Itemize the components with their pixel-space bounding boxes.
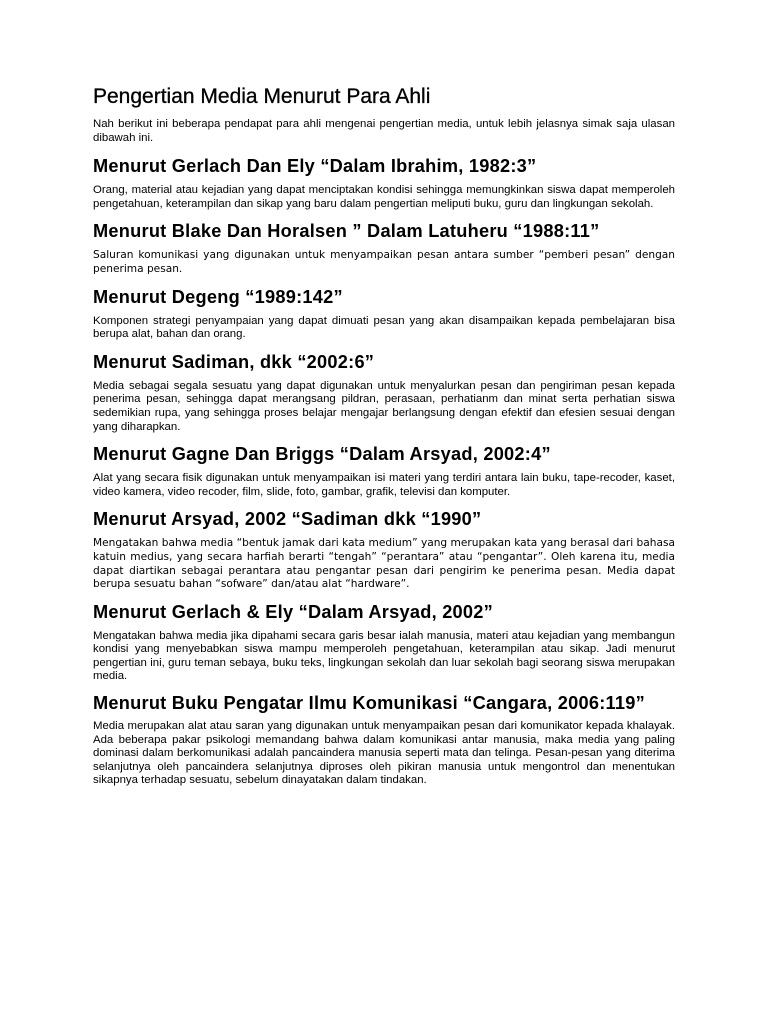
section-heading: Menurut Gerlach Dan Ely “Dalam Ibrahim, 1982:3” [93,156,537,177]
section-heading: Menurut Gerlach & Ely “Dalam Arsyad, 2002” [93,601,493,622]
intro-paragraph: Nah berikut ini beberapa pendapat para ahli mengenai pengertian media, untuk lebih jelasnya simak saja ulasan dibawah ini. [93,118,675,144]
section-body: Media sebagai segala sesuatu yang dapat digunakan untuk menyalurkan pesan dan pengiriman pesan kepada penerima pesan, sehingga dapat merangsang pildran, perasaan, perhatianm dan minat serta perhatian siswa sedemikian rupa, yang sehingga proses belajar mengajar berlangsung dengan efektif dan efesien sesuai dengan yang diharapkan. [93,379,675,433]
section-heading: Menurut Blake Dan Horalsen ” Dalam Latuheru “1988:11” [93,221,600,242]
section-heading: Menurut Degeng “1989:142” [93,286,343,307]
section-gerlach-ely-arsyad [93,601,675,684]
section-degeng [93,286,675,342]
section-body: Orang, material atau kejadian yang dapat menciptakan kondisi sehingga memungkinkan siswa dapat memperoleh pengetahuan, keterampilan dan sikap yang baru dalam pengertian meliputi buku, guru dan lingkungan sekolah. [93,184,675,210]
section-body: Media merupakan alat atau saran yang digunakan untuk menyampaikan pesan dari komunikator kepada khalayak. Ada beberapa pakar psikologi memandang bahwa dalam komunikasi antar manusia, maka media yang paling dominasi dalam berkomunikasi adalah pancaindera manusia seperti mata dan telinga. Pesan-pesan yang diterima selanjutnya oleh pancaindera selanjutnya diproses oleh pikiran manusia untuk mengontrol dan menentukan sikapnya terhadap sesuatu, sebelum dinayatakan dalam tindakan. [93,720,675,787]
section-heading: Menurut Sadiman, dkk “2002:6” [93,351,375,372]
page-title: Pengertian Media Menurut Para Ahli [93,85,431,108]
section-gagne-briggs [93,443,675,499]
section-arsyad-sadiman [93,508,675,591]
document-page [93,84,675,797]
section-cangara [93,693,675,788]
section-body: Saluran komunikasi yang digunakan untuk menyampaikan pesan antara sumber “pemberi pesan” dengan penerima pesan. [93,249,675,275]
section-sadiman [93,351,675,434]
section-heading: Menurut Gagne Dan Briggs “Dalam Arsyad, 2002:4” [93,444,551,465]
section-body: Alat yang secara fisik digunakan untuk menyampaikan isi materi yang terdiri antara lain buku, tape-recoder, kaset, video kamera, video recoder, film, slide, foto, gambar, grafik, televisi dan komputer. [93,472,675,498]
section-heading: Menurut Buku Pengatar Ilmu Komunikasi “Cangara, 2006:119” [93,693,645,714]
section-body: Mengatakan bahwa media “bentuk jamak dari kata medium” yang merupakan kata yang berasal dari bahasa katuin medius, yang secara harfiah berarti “tengah” “perantara” atau “pengantar”. Oleh karena itu, media dapat diartikan sebagai perantara atau pengantar pesan dari pengirim ke penerima pesan. Media dapat berupa sesuatu bahan “sofware” dan/atau alat “hardware”. [93,537,675,591]
section-body: Mengatakan bahwa media jika dipahami secara garis besar ialah manusia, materi atau kejadian yang membangun kondisi yang menyebabkan siswa mampu memperoleh pengetahuan, keterampilan atau sikap. Jadi menurut pengertian ini, guru teman sebaya, buku teks, lingkungan sekolah dan luar sekolah bagi seorang siswa merupakan media. [93,629,675,683]
section-heading: Menurut Arsyad, 2002 “Sadiman dkk “1990” [93,509,482,530]
section-gerlach-ely-ibrahim [93,155,675,211]
section-blake-horalsen [93,220,675,276]
section-body: Komponen strategi penyampaian yang dapat dimuati pesan yang akan disampaikan kepada pembelajaran bisa berupa alat, bahan dan orang. [93,314,675,341]
